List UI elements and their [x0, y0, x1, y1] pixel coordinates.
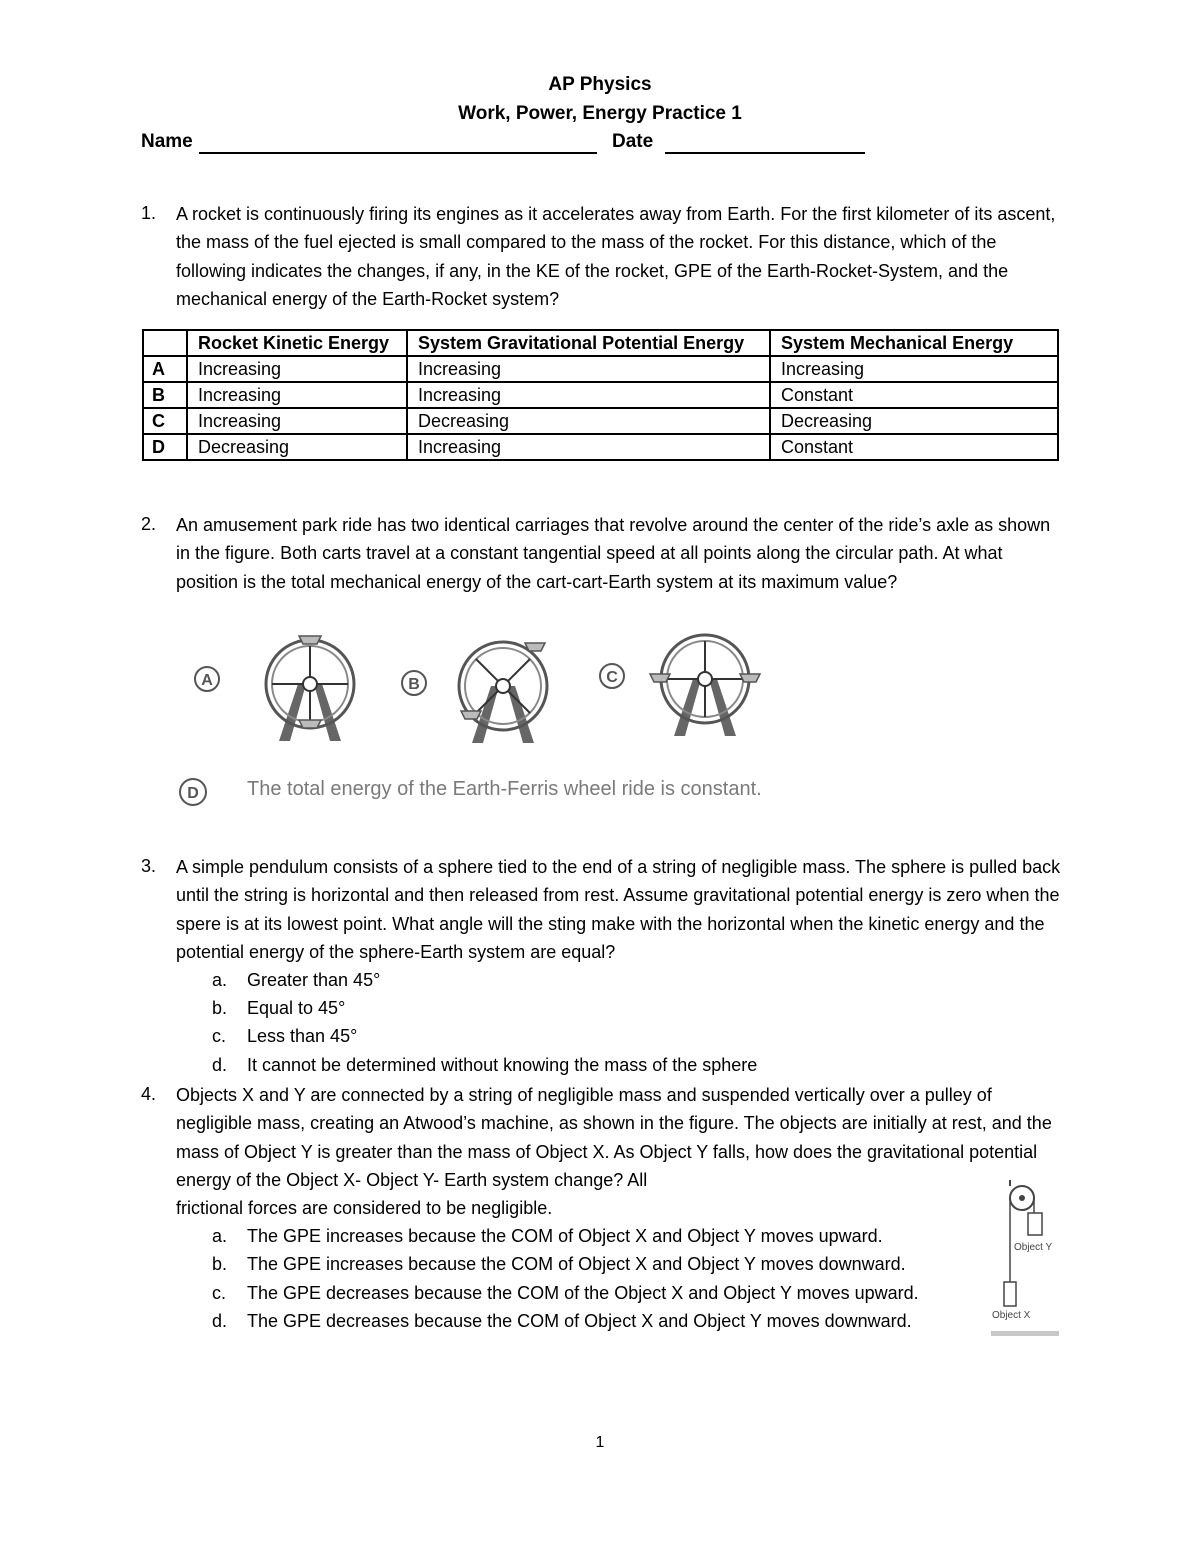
table-cell: Increasing: [187, 408, 407, 434]
page-number: 1: [595, 1434, 605, 1451]
name-field-line[interactable]: [199, 152, 597, 154]
q4-option-c-letter: c.: [212, 1283, 227, 1303]
q4-text: Objects X and Y are connected by a string of negligible mass and suspended vertically over a pulley of negligible mass, creating an Atwood’s machine, as shown in the figure. The objects are initially at rest, and the mass of Object Y is greater than the mass of Object X. As Object Y falls, how does the gravitational potential energy of the Object X- Object Y- Earth system change? All: [176, 1085, 1052, 1190]
table-cell: Constant: [770, 434, 1058, 460]
table-cell: Increasing: [187, 382, 407, 408]
q1-text: A rocket is continuously firing its engines as it accelerates away from Earth. For the first kilometer of its ascent, the mass of the fuel ejected is small compared to the mass of the rocket. For this distance, which of the following indicates the changes, if any, in the KE of the rocket, GPE of the Earth-Rocket-System, and the mechanical energy of the Earth-Rocket system?: [176, 204, 1056, 309]
date-field-line[interactable]: [665, 152, 865, 154]
ferris-wheel-b: [459, 642, 547, 743]
q4-option-a-letter: a.: [212, 1226, 228, 1246]
atwood-machine-figure: [988, 1180, 1062, 1340]
table-cell: Increasing: [407, 356, 770, 382]
q4-option-b[interactable]: The GPE increases because the COM of Object X and Object Y moves downward.: [247, 1254, 906, 1274]
name-label: Name: [141, 131, 193, 152]
choice-a-label[interactable]: [195, 667, 219, 691]
table-header-ke: Rocket Kinetic Energy: [187, 330, 407, 356]
table-cell: Increasing: [770, 356, 1058, 382]
q2-number: 2.: [141, 514, 157, 534]
table-header-row: [143, 330, 1058, 356]
ferris-wheel-a: [266, 636, 354, 741]
table-cell: Increasing: [187, 356, 407, 382]
q3-option-b[interactable]: Equal to 45°: [247, 998, 346, 1018]
q3-number: 3.: [141, 856, 157, 876]
svg-text:D: D: [187, 785, 199, 802]
q1-number: 1.: [141, 203, 157, 223]
q4-text-continued: frictional forces are considered to be negligible.: [176, 1198, 553, 1218]
row-letter: C: [143, 408, 187, 434]
table-header-gpe: System Gravitational Potential Energy: [407, 330, 770, 356]
svg-text:A: A: [201, 672, 213, 689]
table-row: [143, 434, 1058, 460]
choice-c-label[interactable]: [600, 664, 624, 688]
table-cell: Decreasing: [187, 434, 407, 460]
svg-text:B: B: [408, 676, 420, 693]
q3-option-c[interactable]: Less than 45°: [247, 1026, 358, 1046]
table-row: [143, 382, 1058, 408]
row-letter: A: [143, 356, 187, 382]
object-y-label: Object Y: [1014, 1242, 1053, 1253]
q3-text: A simple pendulum consists of a sphere tied to the end of a string of negligible mass. The sphere is pulled back until the string is horizontal and then released from rest. Assume gravitational potential energy is zero when the spere is at its lowest point. What angle will the sting make with the horizontal when the kinetic energy and the potential energy of the sphere-Earth system are equal?: [176, 857, 1061, 962]
table-cell: Increasing: [407, 382, 770, 408]
q1-answer-table: [142, 329, 1059, 461]
table-header-me: System Mechanical Energy: [770, 330, 1058, 356]
ferris-wheel-figure: [185, 628, 795, 758]
course-title: AP Physics: [548, 74, 652, 95]
object-x-label: Object X: [992, 1310, 1031, 1321]
choice-d-text: The total energy of the Earth-Ferris wheel ride is constant.: [247, 778, 762, 800]
table-row: [143, 356, 1058, 382]
q3-option-a-letter: a.: [212, 970, 228, 990]
choice-b-label[interactable]: [402, 671, 426, 695]
q4-option-b-letter: b.: [212, 1254, 228, 1274]
table-row: [143, 408, 1058, 434]
date-label: Date: [612, 131, 654, 152]
table-cell: Decreasing: [770, 408, 1058, 434]
table-cell: Increasing: [407, 434, 770, 460]
q2-text: An amusement park ride has two identical carriages that revolve around the center of the ride’s axle as shown in the figure. Both carts travel at a constant tangential speed at all points along the circular path. At what position is the total mechanical energy of the cart-cart-Earth system at its maximum value?: [176, 515, 1051, 592]
q4-option-c[interactable]: The GPE decreases because the COM of the Object X and Object Y moves upward.: [247, 1283, 919, 1303]
choice-d-label[interactable]: [178, 777, 208, 807]
q3-option-a[interactable]: Greater than 45°: [247, 970, 381, 990]
worksheet-title: Work, Power, Energy Practice 1: [458, 103, 742, 124]
q4-option-a[interactable]: The GPE increases because the COM of Object X and Object Y moves upward.: [247, 1226, 883, 1246]
name-date-row: [141, 131, 901, 157]
q4-option-d-letter: d.: [212, 1311, 228, 1331]
q3-option-b-letter: b.: [212, 998, 228, 1018]
table-cell: Constant: [770, 382, 1058, 408]
q3-option-d[interactable]: It cannot be determined without knowing the mass of the sphere: [247, 1055, 758, 1075]
q4-option-d[interactable]: The GPE decreases because the COM of Object X and Object Y moves downward.: [247, 1311, 912, 1331]
table-header-blank: [143, 330, 187, 356]
svg-text:C: C: [606, 669, 618, 686]
q3-option-d-letter: d.: [212, 1055, 228, 1075]
row-letter: B: [143, 382, 187, 408]
ferris-wheel-c: [650, 635, 760, 736]
q3-option-c-letter: c.: [212, 1026, 227, 1046]
table-cell: Decreasing: [407, 408, 770, 434]
row-letter: D: [143, 434, 187, 460]
q4-number: 4.: [141, 1084, 157, 1104]
